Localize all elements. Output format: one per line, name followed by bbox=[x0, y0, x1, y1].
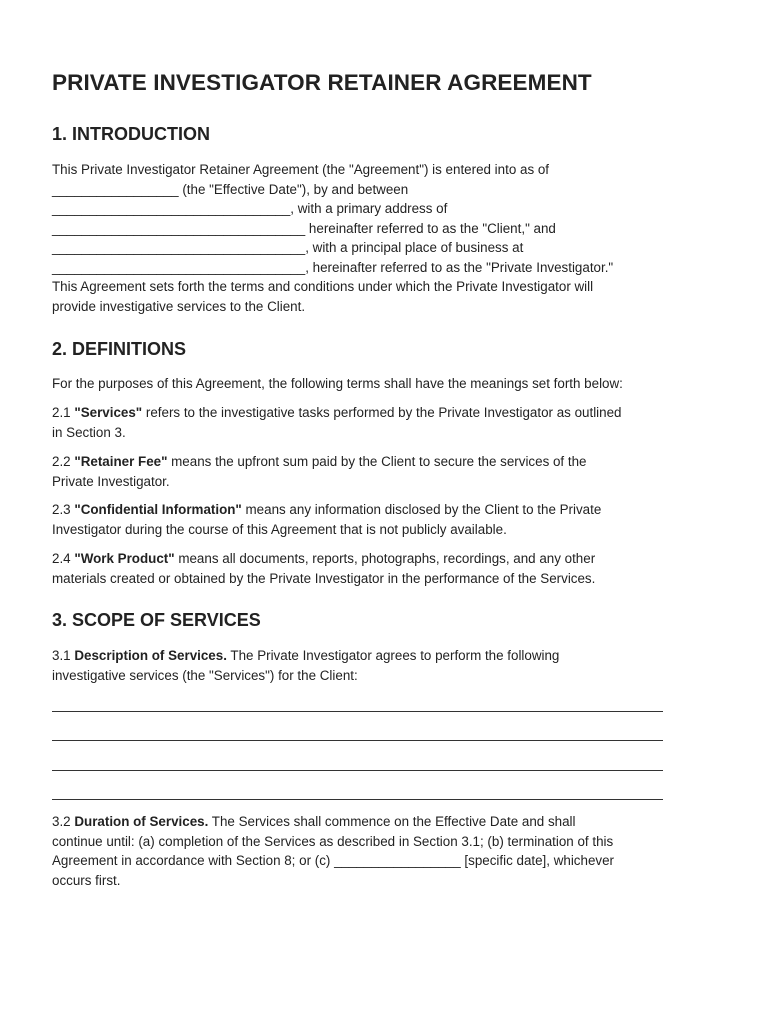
intro-line: provide investigative services to the Client. bbox=[52, 298, 306, 314]
services-blank-line[interactable] bbox=[52, 740, 663, 741]
definition-text: means the upfront sum paid by the Client to secure the services of the bbox=[167, 454, 587, 469]
definition-text: refers to the investigative tasks performed by the Private Investigator as outlined bbox=[142, 405, 622, 420]
clause-number: 3.2 bbox=[52, 814, 71, 829]
introduction-paragraph bbox=[52, 160, 722, 316]
definition-term: "Services" bbox=[74, 405, 143, 420]
section-heading-introduction: 1. INTRODUCTION bbox=[52, 124, 211, 144]
services-blank-line[interactable] bbox=[52, 799, 663, 800]
definition-text: means any information disclosed by the Client to the Private bbox=[241, 502, 602, 517]
definition-text: means all documents, reports, photographs, recordings, and any other bbox=[174, 551, 596, 566]
document-title: PRIVATE INVESTIGATOR RETAINER AGREEMENT bbox=[52, 70, 592, 95]
definition-item bbox=[52, 452, 722, 491]
intro-line: ________________________________, with a primary address of bbox=[52, 201, 448, 216]
clause-text: The Services shall commence on the Effective Date and shall bbox=[208, 814, 576, 829]
clause-title: Duration of Services. bbox=[74, 814, 209, 829]
intro-line: __________________________________, with a principal place of business at bbox=[52, 240, 524, 255]
clause-text: Agreement in accordance with Section 8; or (c) _________________ [specific date], whichever bbox=[52, 853, 615, 868]
services-blank-line[interactable] bbox=[52, 711, 663, 712]
clause-text: The Private Investigator agrees to perform the following bbox=[226, 648, 560, 663]
intro-line: __________________________________, hereinafter referred to as the "Private Investigator." bbox=[52, 259, 614, 275]
definition-number: 2.2 bbox=[52, 454, 71, 469]
clause-text: investigative services (the "Services") for the Client: bbox=[52, 667, 358, 683]
definitions-lead: For the purposes of this Agreement, the following terms shall have the meanings set forth below: bbox=[52, 376, 623, 391]
definition-term: "Retainer Fee" bbox=[74, 454, 168, 469]
definition-term: "Confidential Information" bbox=[74, 502, 242, 517]
section-heading-definitions: 2. DEFINITIONS bbox=[52, 339, 187, 359]
definition-text: in Section 3. bbox=[52, 424, 126, 440]
clause-text: continue until: (a) completion of the Services as described in Section 3.1; (b) termination of this bbox=[52, 833, 614, 849]
definition-item bbox=[52, 403, 722, 442]
services-blank-line[interactable] bbox=[52, 770, 663, 771]
definition-text: Investigator during the course of this Agreement that is not publicly available. bbox=[52, 521, 507, 537]
intro-line: This Agreement sets forth the terms and conditions under which the Private Investigator will bbox=[52, 279, 594, 294]
intro-line: __________________________________ hereinafter referred to as the "Client," and bbox=[52, 220, 556, 236]
definition-number: 2.4 bbox=[52, 551, 71, 566]
scope-description-clause bbox=[52, 646, 722, 685]
definition-item bbox=[52, 500, 722, 539]
clause-text: occurs first. bbox=[52, 872, 121, 888]
intro-line: _________________ (the "Effective Date"), by and between bbox=[52, 181, 409, 197]
section-heading-scope-of-services: 3. SCOPE OF SERVICES bbox=[52, 610, 261, 630]
definition-text: materials created or obtained by the Private Investigator in the performance of the Services. bbox=[52, 570, 596, 586]
definition-term: "Work Product" bbox=[74, 551, 175, 566]
definition-text: Private Investigator. bbox=[52, 473, 170, 489]
definition-number: 2.3 bbox=[52, 502, 71, 517]
definition-number: 2.1 bbox=[52, 405, 71, 420]
scope-duration-clause bbox=[52, 812, 722, 890]
definition-item bbox=[52, 549, 722, 588]
clause-number: 3.1 bbox=[52, 648, 71, 663]
intro-line: This Private Investigator Retainer Agreement (the "Agreement") is entered into as of bbox=[52, 162, 550, 177]
clause-title: Description of Services. bbox=[74, 648, 227, 663]
